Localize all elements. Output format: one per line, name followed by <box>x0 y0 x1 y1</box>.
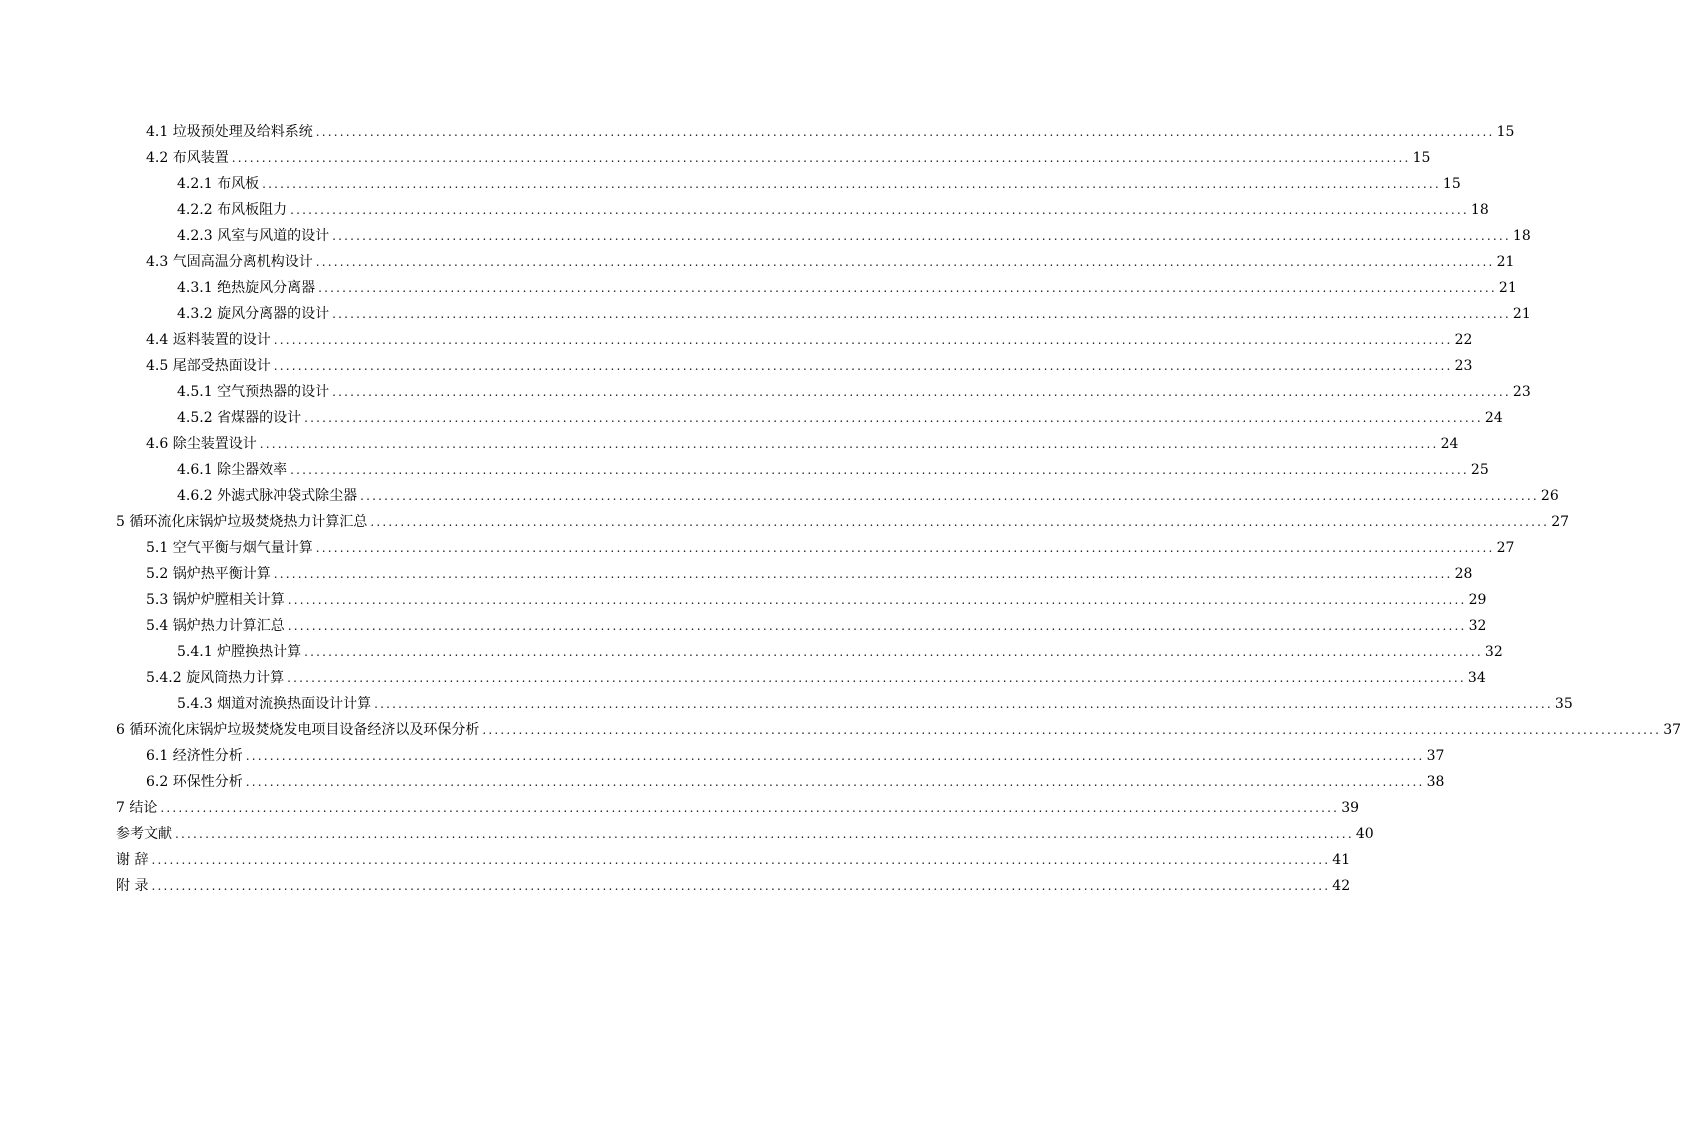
toc-entry-page: 32 <box>1484 644 1503 660</box>
toc-entry[interactable] <box>0 431 1459 457</box>
toc-entry-title: 4.4 返料装置的设计 <box>146 332 271 348</box>
toc-entry[interactable] <box>0 535 1515 561</box>
toc-entry-title: 5.1 空气平衡与烟气量计算 <box>146 540 313 556</box>
toc-entry-title: 6 循环流化床锅炉垃圾焚烧发电项目设备经济以及环保分析 <box>116 722 480 738</box>
toc-entry-title: 4.2 布风装置 <box>146 150 229 166</box>
toc-entry-page: 15 <box>1496 124 1515 140</box>
toc-entry[interactable] <box>0 639 1503 665</box>
toc-entry-title: 6.2 环保性分析 <box>146 774 243 790</box>
toc-entry-page: 18 <box>1512 228 1531 244</box>
toc-entry[interactable] <box>0 171 1461 197</box>
table-of-contents <box>0 119 1681 899</box>
toc-leader-dots: .................................................................................................................................................................................................... <box>290 463 1469 477</box>
toc-entry-title: 5.2 锅炉热平衡计算 <box>146 566 271 582</box>
toc-entry-page: 18 <box>1470 202 1489 218</box>
toc-leader-dots: .................................................................................................................................................................................................... <box>360 489 1539 503</box>
toc-entry[interactable] <box>0 197 1489 223</box>
toc-entry-title: 4.6 除尘装置设计 <box>146 436 257 452</box>
toc-entry-title: 7 结论 <box>116 800 158 816</box>
toc-leader-dots: .................................................................................................................................................................................................... <box>290 203 1469 217</box>
toc-entry[interactable] <box>0 847 1351 873</box>
toc-entry-page: 24 <box>1440 436 1459 452</box>
toc-entry-title: 4.5.1 空气预热器的设计 <box>177 384 330 400</box>
toc-entry[interactable] <box>0 405 1503 431</box>
toc-entry-page: 15 <box>1442 176 1461 192</box>
toc-entry-title: 谢 辞 <box>116 852 149 868</box>
toc-leader-dots: .................................................................................................................................................................................................... <box>151 853 1331 867</box>
toc-entry-page: 15 <box>1412 150 1431 166</box>
toc-entry-page: 37 <box>1426 748 1445 764</box>
toc-leader-dots: .................................................................................................................................................................................................... <box>287 619 1467 633</box>
toc-leader-dots: .................................................................................................................................................................................................... <box>332 385 1511 399</box>
toc-leader-dots: .................................................................................................................................................................................................... <box>332 307 1511 321</box>
toc-entry-title: 4.3.1 绝热旋风分离器 <box>177 280 316 296</box>
toc-leader-dots: .................................................................................................................................................................................................... <box>370 515 1550 529</box>
toc-leader-dots: .................................................................................................................................................................................................... <box>273 567 1453 581</box>
toc-entry[interactable] <box>0 457 1489 483</box>
toc-entry-title: 6.1 经济性分析 <box>146 748 243 764</box>
toc-entry-title: 5.4 锅炉热力计算汇总 <box>146 618 285 634</box>
toc-entry[interactable] <box>0 119 1515 145</box>
toc-entry[interactable] <box>0 743 1445 769</box>
toc-leader-dots: .................................................................................................................................................................................................... <box>304 411 1483 425</box>
toc-leader-dots: .................................................................................................................................................................................................... <box>287 593 1467 607</box>
toc-entry-title: 4.2.3 风室与风道的设计 <box>177 228 330 244</box>
toc-entry-title: 4.5 尾部受热面设计 <box>146 358 271 374</box>
toc-leader-dots: .................................................................................................................................................................................................... <box>273 359 1453 373</box>
toc-entry-title: 4.1 垃圾预处理及给料系统 <box>146 124 313 140</box>
toc-leader-dots: .................................................................................................................................................................................................... <box>304 645 1483 659</box>
toc-leader-dots: .................................................................................................................................................................................................... <box>175 827 1354 841</box>
toc-entry[interactable] <box>0 301 1531 327</box>
toc-entry[interactable] <box>0 509 1570 535</box>
toc-entry[interactable] <box>0 795 1360 821</box>
toc-entry[interactable] <box>0 821 1374 847</box>
toc-entry-page: 40 <box>1355 826 1374 842</box>
toc-entry-title: 4.6.2 外滤式脉冲袋式除尘器 <box>177 488 358 504</box>
toc-entry-page: 23 <box>1512 384 1531 400</box>
toc-entry-page: 21 <box>1496 254 1515 270</box>
toc-entry-page: 21 <box>1512 306 1531 322</box>
toc-leader-dots: .................................................................................................................................................................................................... <box>315 125 1495 139</box>
toc-entry[interactable] <box>0 275 1517 301</box>
toc-entry-page: 32 <box>1468 618 1487 634</box>
toc-leader-dots: .................................................................................................................................................................................................... <box>273 333 1453 347</box>
toc-leader-dots: .................................................................................................................................................................................................... <box>332 229 1511 243</box>
toc-entry-page: 35 <box>1554 696 1573 712</box>
toc-entry[interactable] <box>0 483 1559 509</box>
toc-entry-title: 5.4.2 旋风筒热力计算 <box>146 670 285 686</box>
toc-entry[interactable] <box>0 873 1351 899</box>
toc-entry-title: 4.6.1 除尘器效率 <box>177 462 288 478</box>
toc-entry[interactable] <box>0 353 1473 379</box>
toc-entry-title: 5 循环流化床锅炉垃圾焚烧热力计算汇总 <box>116 514 368 530</box>
toc-leader-dots: .................................................................................................................................................................................................... <box>151 879 1331 893</box>
toc-entry-page: 26 <box>1540 488 1559 504</box>
toc-entry-page: 22 <box>1454 332 1473 348</box>
toc-entry[interactable] <box>0 769 1445 795</box>
toc-entry[interactable] <box>0 561 1473 587</box>
toc-entry[interactable] <box>0 249 1515 275</box>
toc-entry-page: 27 <box>1551 514 1570 530</box>
toc-leader-dots: .................................................................................................................................................................................................... <box>231 151 1411 165</box>
toc-leader-dots: .................................................................................................................................................................................................... <box>259 437 1439 451</box>
toc-leader-dots: .................................................................................................................................................................................................... <box>315 541 1495 555</box>
toc-leader-dots: .................................................................................................................................................................................................... <box>245 749 1425 763</box>
toc-entry-title: 4.3.2 旋风分离器的设计 <box>177 306 330 322</box>
toc-entry-page: 38 <box>1426 774 1445 790</box>
toc-leader-dots: .................................................................................................................................................................................................... <box>374 697 1553 711</box>
toc-entry-page: 25 <box>1470 462 1489 478</box>
toc-entry[interactable] <box>0 223 1531 249</box>
toc-entry[interactable] <box>0 691 1573 717</box>
toc-entry-page: 37 <box>1663 722 1681 738</box>
toc-entry-page: 34 <box>1467 670 1486 686</box>
toc-entry-title: 4.2.2 布风板阻力 <box>177 202 288 218</box>
toc-entry-page: 24 <box>1484 410 1503 426</box>
toc-entry-title: 5.3 锅炉炉膛相关计算 <box>146 592 285 608</box>
toc-entry-title: 5.4.1 炉膛换热计算 <box>177 644 302 660</box>
toc-leader-dots: .................................................................................................................................................................................................... <box>160 801 1340 815</box>
toc-entry-page: 21 <box>1498 280 1517 296</box>
toc-entry-page: 41 <box>1332 852 1351 868</box>
toc-leader-dots: .................................................................................................................................................................................................... <box>315 255 1495 269</box>
toc-leader-dots: .................................................................................................................................................................................................... <box>318 281 1497 295</box>
toc-entry-page: 29 <box>1468 592 1487 608</box>
toc-entry[interactable] <box>0 665 1486 691</box>
toc-entry-title: 4.2.1 布风板 <box>177 176 260 192</box>
toc-leader-dots: .................................................................................................................................................................................................... <box>287 671 1466 685</box>
toc-leader-dots: .................................................................................................................................................................................................... <box>262 177 1441 191</box>
toc-entry[interactable] <box>0 145 1431 171</box>
toc-entry-page: 39 <box>1341 800 1360 816</box>
toc-entry-page: 23 <box>1454 358 1473 374</box>
toc-entry-title: 5.4.3 烟道对流换热面设计计算 <box>177 696 372 712</box>
toc-entry-page: 28 <box>1454 566 1473 582</box>
toc-leader-dots: .................................................................................................................................................................................................... <box>245 775 1425 789</box>
toc-entry-page: 42 <box>1332 878 1351 894</box>
toc-entry[interactable] <box>0 327 1473 353</box>
toc-entry[interactable] <box>0 613 1487 639</box>
toc-entry-title: 4.3 气固高温分离机构设计 <box>146 254 313 270</box>
toc-entry-title: 4.5.2 省煤器的设计 <box>177 410 302 426</box>
toc-entry[interactable] <box>0 379 1531 405</box>
toc-leader-dots: .................................................................................................................................................................................................... <box>482 723 1662 737</box>
toc-entry-title: 附 录 <box>116 878 149 894</box>
toc-entry-title: 参考文献 <box>116 826 172 842</box>
toc-entry[interactable] <box>0 717 1681 743</box>
toc-entry-page: 27 <box>1496 540 1515 556</box>
toc-entry[interactable] <box>0 587 1487 613</box>
